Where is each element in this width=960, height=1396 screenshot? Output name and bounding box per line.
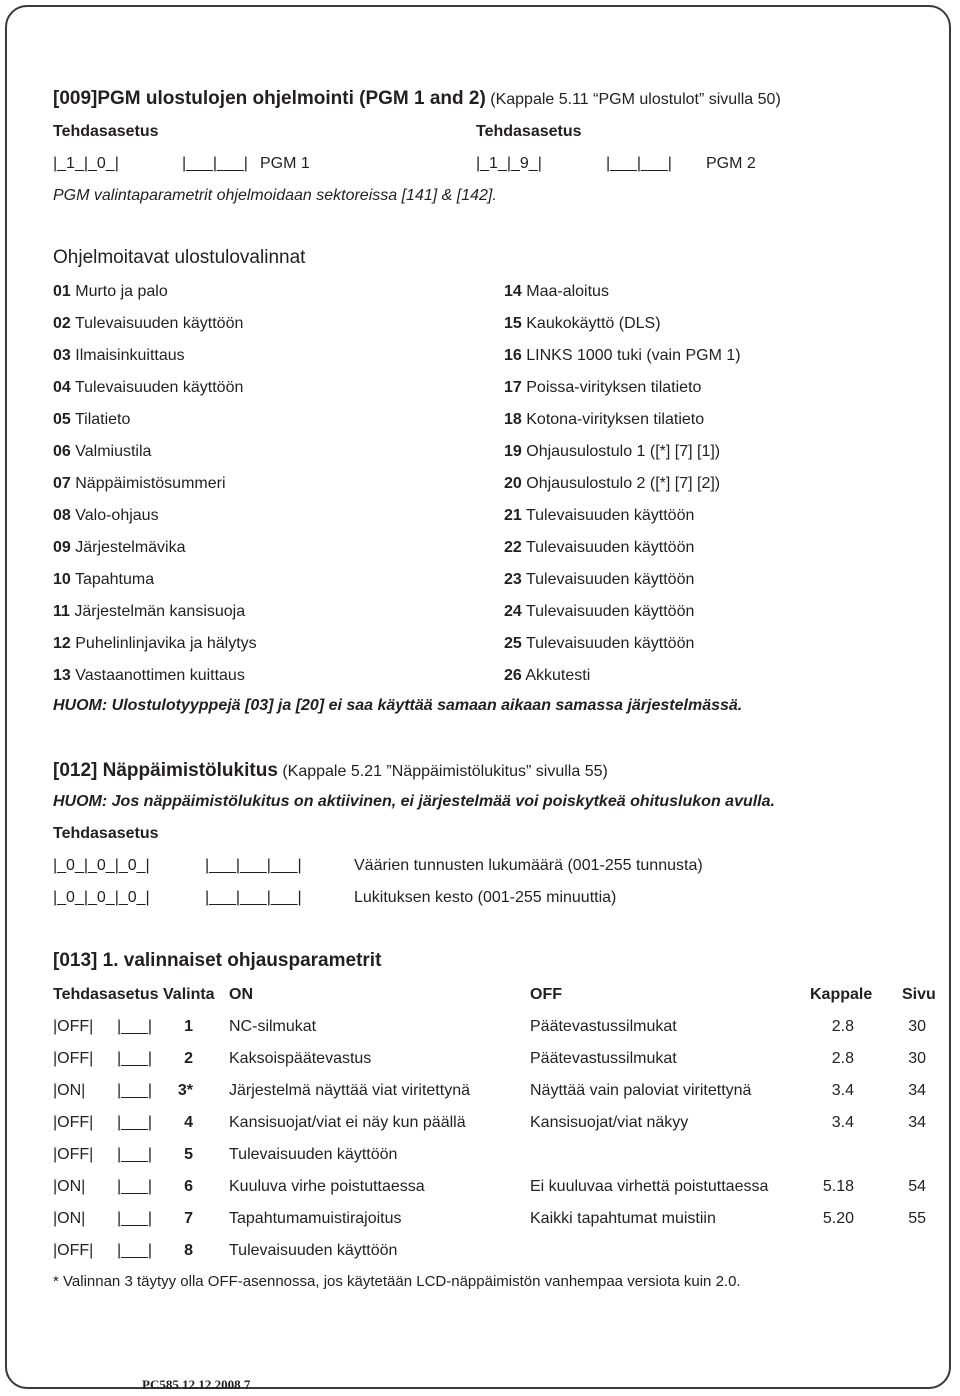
output-label: Tulevaisuuden käyttöön bbox=[74, 379, 244, 396]
option-number: 2 bbox=[184, 1050, 193, 1067]
pgm2-label: PGM 2 bbox=[706, 155, 756, 172]
col-header-default: Tehdasasetus bbox=[53, 986, 159, 1003]
output-item bbox=[504, 282, 609, 302]
default-label: Tehdasasetus bbox=[53, 825, 159, 842]
option-entry-field[interactable]: |___| bbox=[117, 1242, 153, 1259]
option-on-text: Tapahtumamuistirajoitus bbox=[229, 1210, 402, 1227]
section-title-text: [012] Näppäimistölukitus bbox=[53, 760, 278, 781]
option-section-ref: 3.4 bbox=[831, 1082, 854, 1099]
option-number: 3* bbox=[177, 1082, 193, 1099]
option-on-text: Kaksoispäätevastus bbox=[229, 1050, 372, 1067]
output-item bbox=[53, 634, 257, 654]
lockout-row-label: Väärien tunnusten lukumäärä (001-255 tunnusta) bbox=[354, 857, 703, 874]
option-entry-field[interactable]: |___| bbox=[117, 1114, 153, 1131]
option-off-text: Kaikki tapahtumat muistiin bbox=[530, 1210, 716, 1227]
option-default-value: |ON| bbox=[53, 1082, 86, 1099]
output-label: Tulevaisuuden käyttöön bbox=[74, 315, 244, 332]
option-entry-field[interactable]: |___| bbox=[117, 1146, 153, 1163]
option-default-value: |OFF| bbox=[53, 1018, 94, 1035]
option-section-ref: 5.18 bbox=[822, 1178, 854, 1195]
pgm1-label: PGM 1 bbox=[260, 155, 310, 172]
output-item bbox=[53, 410, 130, 430]
option-number: 8 bbox=[184, 1242, 193, 1259]
section-reference: (Kappale 5.11 “PGM ulostulot” sivulla 50) bbox=[485, 91, 781, 108]
col-header-page: Sivu bbox=[902, 986, 936, 1003]
output-item bbox=[53, 314, 243, 334]
output-label: Poissa-virityksen tilatieto bbox=[526, 379, 702, 396]
output-number: 10 bbox=[53, 571, 71, 588]
lockout-default-value: |_0_|_0_|_0_| bbox=[53, 889, 150, 906]
output-item bbox=[504, 666, 590, 686]
output-number: 23 bbox=[504, 571, 522, 588]
option-page-ref: 54 bbox=[908, 1178, 926, 1195]
output-label: Tulevaisuuden käyttöön bbox=[525, 603, 695, 620]
footnote: * Valinnan 3 täytyy olla OFF-asennossa, jos käytetään LCD-näppäimistön vanhempaa versiota kuin 2.0. bbox=[53, 1273, 741, 1290]
section-reference: (Kappale 5.21 ”Näppäimistölukitus” sivulla 55) bbox=[277, 763, 608, 780]
option-default-value: |ON| bbox=[53, 1178, 86, 1195]
output-label: Tulevaisuuden käyttöön bbox=[525, 635, 695, 652]
output-number: 06 bbox=[53, 443, 71, 460]
output-item bbox=[504, 346, 741, 366]
option-off-text: Päätevastussilmukat bbox=[530, 1018, 677, 1035]
output-number: 15 bbox=[504, 315, 522, 332]
option-number: 6 bbox=[184, 1178, 193, 1195]
output-number: 14 bbox=[504, 283, 522, 300]
output-number: 04 bbox=[53, 379, 71, 396]
output-number: 21 bbox=[504, 507, 522, 524]
option-number: 4 bbox=[184, 1114, 193, 1131]
option-entry-field[interactable]: |___| bbox=[117, 1178, 153, 1195]
option-on-text: Kansisuojat/viat ei näy kun päällä bbox=[229, 1114, 466, 1131]
lockout-row-label: Lukituksen kesto (001-255 minuuttia) bbox=[354, 889, 617, 906]
output-item bbox=[53, 442, 151, 462]
option-number: 7 bbox=[184, 1210, 193, 1227]
output-label: Ilmaisinkuittaus bbox=[75, 347, 185, 364]
output-label: Murto ja palo bbox=[75, 283, 168, 300]
output-number: 18 bbox=[504, 411, 522, 428]
output-label: Tulevaisuuden käyttöön bbox=[525, 539, 695, 556]
page-footer: PC585 12.12.2008 7 bbox=[142, 1377, 251, 1392]
option-default-value: |ON| bbox=[53, 1210, 86, 1227]
option-section-ref: 2.8 bbox=[831, 1050, 854, 1067]
section-title-012 bbox=[53, 760, 608, 783]
output-number: 05 bbox=[53, 411, 71, 428]
output-label: Tapahtuma bbox=[74, 571, 155, 588]
pgm-note: PGM valintaparametrit ohjelmoidaan sektoreissa [141] & [142]. bbox=[53, 187, 497, 204]
section-title-009 bbox=[53, 88, 781, 111]
lockout-entry-field[interactable]: |___|___|___| bbox=[205, 857, 302, 874]
output-item bbox=[504, 506, 694, 526]
output-number: 09 bbox=[53, 539, 71, 556]
pgm1-entry-field[interactable]: |___|___| bbox=[182, 155, 248, 172]
output-label: Kotona-virityksen tilatieto bbox=[526, 411, 705, 428]
col-header-section: Kappale bbox=[810, 986, 873, 1003]
default-label: Tehdasasetus bbox=[476, 123, 582, 140]
output-label: Akkutesti bbox=[525, 667, 591, 684]
col-header-on: ON bbox=[229, 986, 253, 1003]
output-number: 03 bbox=[53, 347, 71, 364]
output-item bbox=[504, 378, 701, 398]
option-on-text: NC-silmukat bbox=[229, 1018, 317, 1035]
output-item bbox=[53, 474, 226, 494]
option-on-text: Tulevaisuuden käyttöön bbox=[229, 1146, 398, 1163]
option-off-text: Kansisuojat/viat näkyy bbox=[530, 1114, 689, 1131]
default-label: Tehdasasetus bbox=[53, 123, 159, 140]
option-default-value: |OFF| bbox=[53, 1050, 94, 1067]
output-label: Valo-ohjaus bbox=[75, 507, 159, 524]
output-item bbox=[504, 570, 694, 590]
output-label: Kaukokäyttö (DLS) bbox=[526, 315, 661, 332]
output-item bbox=[53, 282, 168, 302]
option-page-ref: 34 bbox=[908, 1082, 926, 1099]
output-label: Näppäimistösummeri bbox=[75, 475, 226, 492]
output-item bbox=[504, 314, 661, 334]
output-number: 07 bbox=[53, 475, 71, 492]
output-number: 16 bbox=[504, 347, 522, 364]
lockout-entry-field[interactable]: |___|___|___| bbox=[205, 889, 302, 906]
option-number: 1 bbox=[184, 1018, 193, 1035]
outputs-heading: Ohjelmoitavat ulostulovalinnat bbox=[53, 247, 306, 268]
output-number: 11 bbox=[53, 603, 70, 620]
output-item bbox=[53, 538, 186, 558]
option-section-ref: 3.4 bbox=[831, 1114, 854, 1131]
output-label: Ohjausulostulo 2 ([*] [7] [2]) bbox=[526, 475, 721, 492]
option-entry-field[interactable]: |___| bbox=[117, 1018, 153, 1035]
output-label: Vastaanottimen kuittaus bbox=[75, 667, 245, 684]
option-page-ref: 55 bbox=[908, 1210, 926, 1227]
output-number: 25 bbox=[504, 635, 522, 652]
output-label: Maa-aloitus bbox=[526, 283, 609, 300]
option-on-text: Järjestelmä näyttää viat viritettynä bbox=[229, 1082, 470, 1099]
output-item bbox=[504, 410, 704, 430]
option-section-ref: 5.20 bbox=[822, 1210, 854, 1227]
output-item bbox=[53, 346, 185, 366]
output-item bbox=[504, 474, 720, 494]
output-label: Järjestelmän kansisuoja bbox=[74, 603, 246, 620]
output-item bbox=[504, 634, 694, 654]
option-entry-field[interactable]: |___| bbox=[117, 1210, 153, 1227]
section-title-text: [009]PGM ulostulojen ohjelmointi (PGM 1 and 2) bbox=[53, 88, 486, 109]
output-item bbox=[53, 506, 159, 526]
pgm2-entry-field[interactable]: |___|___| bbox=[606, 155, 672, 172]
pgm2-default-value: |_1_|_9_| bbox=[476, 155, 542, 172]
output-item bbox=[504, 602, 694, 622]
col-header-off: OFF bbox=[530, 986, 562, 1003]
lockout-note: HUOM: Jos näppäimistölukitus on aktiivinen, ei järjestelmää voi poiskytkeä ohituslukon avulla. bbox=[53, 793, 775, 810]
output-number: 01 bbox=[53, 283, 71, 300]
option-off-text: Näyttää vain paloviat viritettynä bbox=[530, 1082, 752, 1099]
output-label: LINKS 1000 tuki (vain PGM 1) bbox=[526, 347, 741, 364]
section-title-013: [013] 1. valinnaiset ohjausparametrit bbox=[53, 950, 382, 971]
option-default-value: |OFF| bbox=[53, 1242, 94, 1259]
output-label: Tulevaisuuden käyttöön bbox=[525, 571, 695, 588]
option-section-ref: 2.8 bbox=[831, 1018, 854, 1035]
output-number: 12 bbox=[53, 635, 71, 652]
output-item bbox=[53, 602, 245, 622]
lockout-default-value: |_0_|_0_|_0_| bbox=[53, 857, 150, 874]
output-number: 08 bbox=[53, 507, 71, 524]
output-number: 20 bbox=[504, 475, 522, 492]
output-label: Tulevaisuuden käyttöön bbox=[525, 507, 695, 524]
output-label: Valmiustila bbox=[75, 443, 152, 460]
option-default-value: |OFF| bbox=[53, 1114, 94, 1131]
option-off-text: Ei kuuluvaa virhettä poistuttaessa bbox=[530, 1178, 769, 1195]
option-page-ref: 34 bbox=[908, 1114, 926, 1131]
option-on-text: Tulevaisuuden käyttöön bbox=[229, 1242, 398, 1259]
output-item bbox=[53, 378, 243, 398]
output-number: 19 bbox=[504, 443, 522, 460]
option-default-value: |OFF| bbox=[53, 1146, 94, 1163]
option-page-ref: 30 bbox=[908, 1050, 926, 1067]
output-number: 13 bbox=[53, 667, 71, 684]
output-number: 02 bbox=[53, 315, 71, 332]
option-off-text: Päätevastussilmukat bbox=[530, 1050, 677, 1067]
option-entry-field[interactable]: |___| bbox=[117, 1082, 153, 1099]
option-page-ref: 30 bbox=[908, 1018, 926, 1035]
option-on-text: Kuuluva virhe poistuttaessa bbox=[229, 1178, 425, 1195]
col-header-option: Valinta bbox=[163, 986, 215, 1003]
output-number: 22 bbox=[504, 539, 522, 556]
outputs-note: HUOM: Ulostulotyyppejä [03] ja [20] ei saa käyttää samaan aikaan samassa järjestelmässä. bbox=[53, 697, 743, 714]
output-label: Puhelinlinjavika ja hälytys bbox=[75, 635, 257, 652]
option-number: 5 bbox=[184, 1146, 193, 1163]
output-item bbox=[53, 570, 154, 590]
output-label: Ohjausulostulo 1 ([*] [7] [1]) bbox=[526, 443, 721, 460]
option-entry-field[interactable]: |___| bbox=[117, 1050, 153, 1067]
output-number: 24 bbox=[504, 603, 522, 620]
output-item bbox=[504, 538, 694, 558]
output-number: 26 bbox=[504, 667, 522, 684]
output-label: Tilatieto bbox=[74, 411, 131, 428]
pgm1-default-value: |_1_|_0_| bbox=[53, 155, 119, 172]
output-number: 17 bbox=[504, 379, 522, 396]
output-item bbox=[53, 666, 245, 686]
output-item bbox=[504, 442, 720, 462]
output-label: Järjestelmävika bbox=[75, 539, 186, 556]
